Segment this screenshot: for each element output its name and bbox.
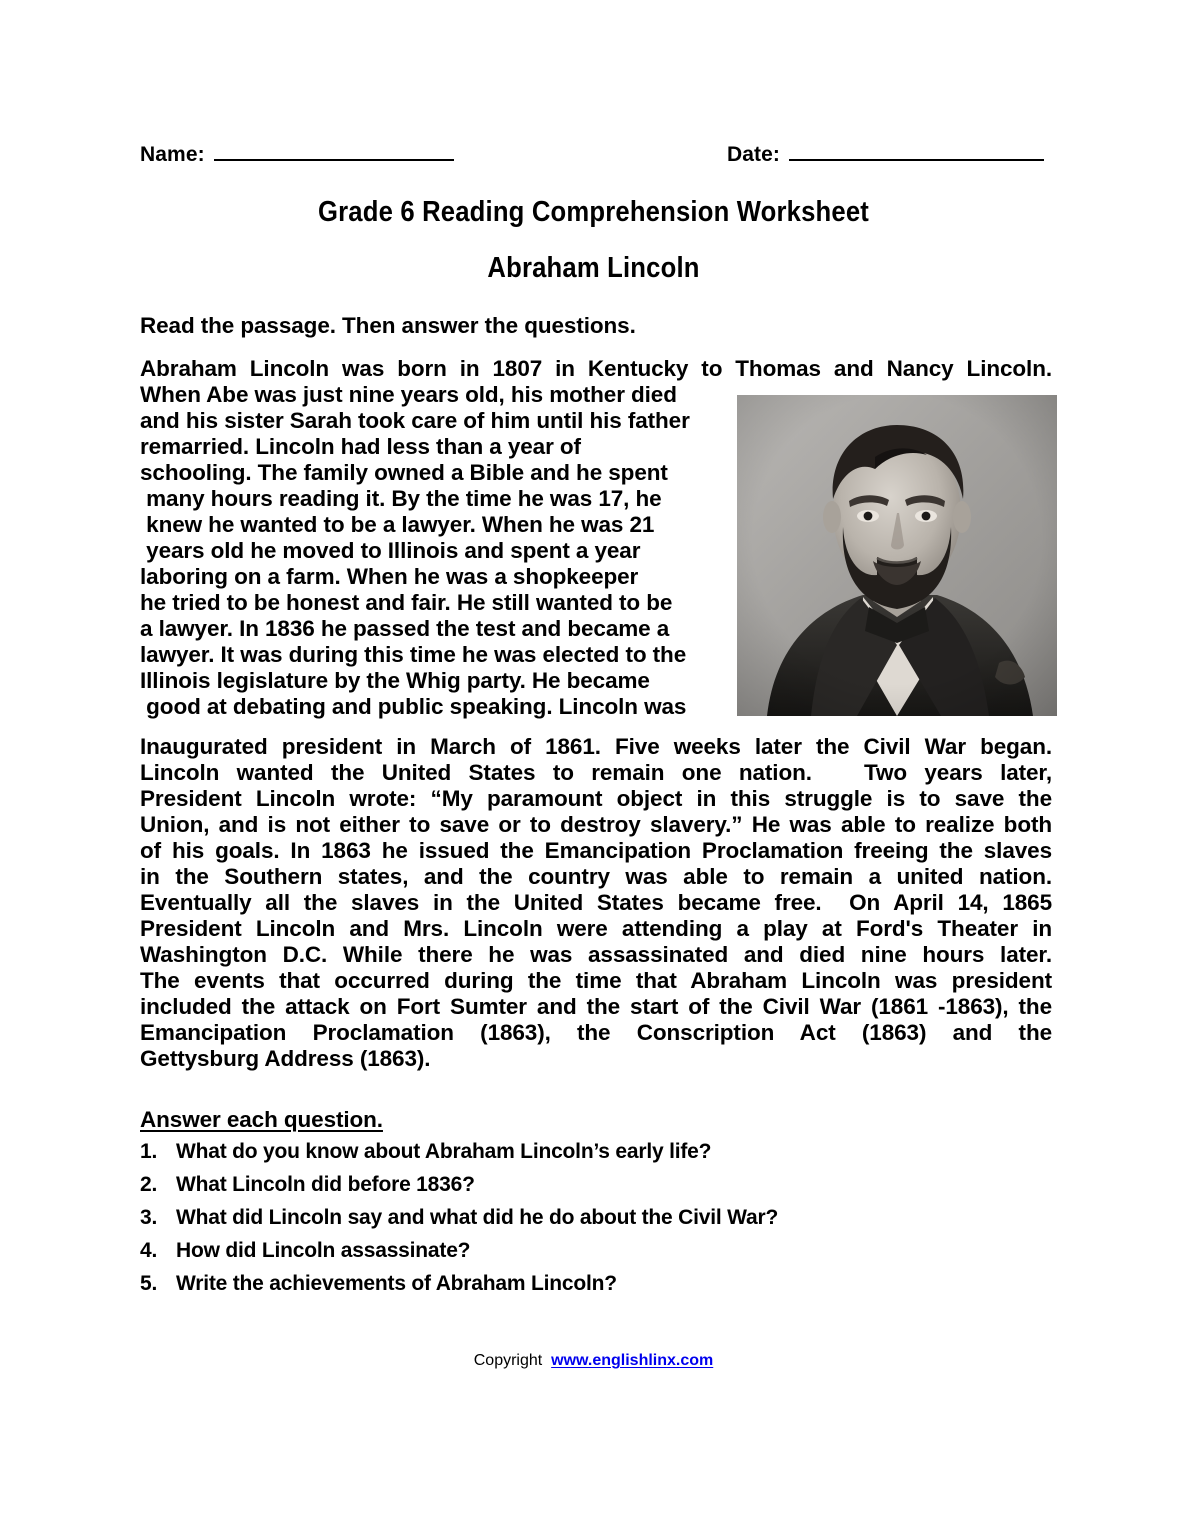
question-item[interactable] [140,1173,1040,1206]
question-item[interactable] [140,1272,1040,1305]
passage-line: Inaugurated president in March of 1861. Five weeks later the Civil War began. [140,734,1052,759]
passage-line: The events that occurred during the time that Abraham Lincoln was president [140,968,1052,993]
passage-line: he tried to be honest and fair. He still wanted to be [140,590,673,615]
question-number: 5. [140,1272,158,1295]
passage-line: Emancipation Proclamation (1863), the Conscription Act (1863) and the [140,1020,1052,1045]
passage-line: knew he wanted to be a lawyer. When he was 21 [140,512,655,537]
passage-line: schooling. The family owned a Bible and he spent [140,460,668,485]
passage-line: many hours reading it. By the time he was 17, he [140,486,662,511]
passage-full-block [140,734,1052,1072]
passage-line: remarried. Lincoln had less than a year of [140,434,581,459]
question-item[interactable] [140,1239,1040,1272]
date-write-line[interactable] [789,142,1044,161]
worksheet-subtitle: Abraham Lincoln [487,252,700,284]
question-text: What Lincoln did before 1836? [176,1173,475,1196]
passage-line: President Lincoln wrote: “My paramount object in this struggle is to save the [140,786,1052,811]
portrait-illustration [737,395,1057,716]
passage-line: years old he moved to Illinois and spent a year [140,538,641,563]
instruction-line: Read the passage. Then answer the questions. [140,313,636,338]
date-label: Date: [727,143,781,166]
englishlinx-link[interactable]: www.englishlinx.com [551,1352,714,1369]
name-date-row [140,142,1047,172]
passage-line: lawyer. It was during this time he was elected to the [140,642,687,667]
passage-line: Gettysburg Address (1863). [140,1046,431,1071]
passage-line: a lawyer. In 1836 he passed the test and became a [140,616,670,641]
date-field-group [727,142,1044,167]
passage-line: Washington D.C. While there he was assassinated and died nine hours later. [140,942,1052,967]
question-text: What did Lincoln say and what did he do about the Civil War? [176,1206,779,1229]
question-number: 4. [140,1239,158,1262]
passage-line: Eventually all the slaves in the United States became free. On April 14, 1865 [140,890,1052,915]
passage-line: in the Southern states, and the country was able to remain a united nation. [140,864,1052,889]
question-number: 3. [140,1206,158,1229]
passage-line: Union, and is not either to save or to destroy slavery.” He was able to realize both [140,812,1052,837]
lincoln-portrait-image [737,395,1057,716]
question-number: 1. [140,1140,158,1163]
question-item[interactable] [140,1140,1040,1173]
passage-line: included the attack on Fort Sumter and the start of the Civil War (1861 -1863), the [140,994,1052,1019]
worksheet-title: Grade 6 Reading Comprehension Worksheet [317,196,870,228]
answer-section-heading: Answer each question. [140,1107,383,1132]
name-field-group [140,142,454,167]
copyright-label: Copyright [473,1352,543,1369]
questions-list [140,1140,1040,1305]
passage-wrapped-block [140,382,740,720]
question-text: Write the achievements of Abraham Lincoln? [176,1272,617,1295]
passage-line: laboring on a farm. When he was a shopkeeper [140,564,639,589]
name-write-line[interactable] [214,142,454,161]
question-text: How did Lincoln assassinate? [176,1239,471,1262]
passage-line: Lincoln wanted the United States to remain one nation. Two years later, [140,760,1052,785]
question-item[interactable] [140,1206,1040,1239]
passage-lead-line: Abraham Lincoln was born in 1807 in Kentucky to Thomas and Nancy Lincoln. [140,356,1052,381]
passage-line: When Abe was just nine years old, his mother died [140,382,677,407]
name-label: Name: [140,143,205,166]
question-text: What do you know about Abraham Lincoln’s early life? [176,1140,712,1163]
passage-line: and his sister Sarah took care of him until his father [140,408,690,433]
footer [0,1352,1187,1370]
passage-line: President Lincoln and Mrs. Lincoln were attending a play at Ford's Theater in [140,916,1052,941]
passage-line: good at debating and public speaking. Lincoln was [140,694,687,719]
question-number: 2. [140,1173,158,1196]
passage-line: Illinois legislature by the Whig party. He became [140,668,650,693]
passage-line: of his goals. In 1863 he issued the Emancipation Proclamation freeing the slaves [140,838,1052,863]
